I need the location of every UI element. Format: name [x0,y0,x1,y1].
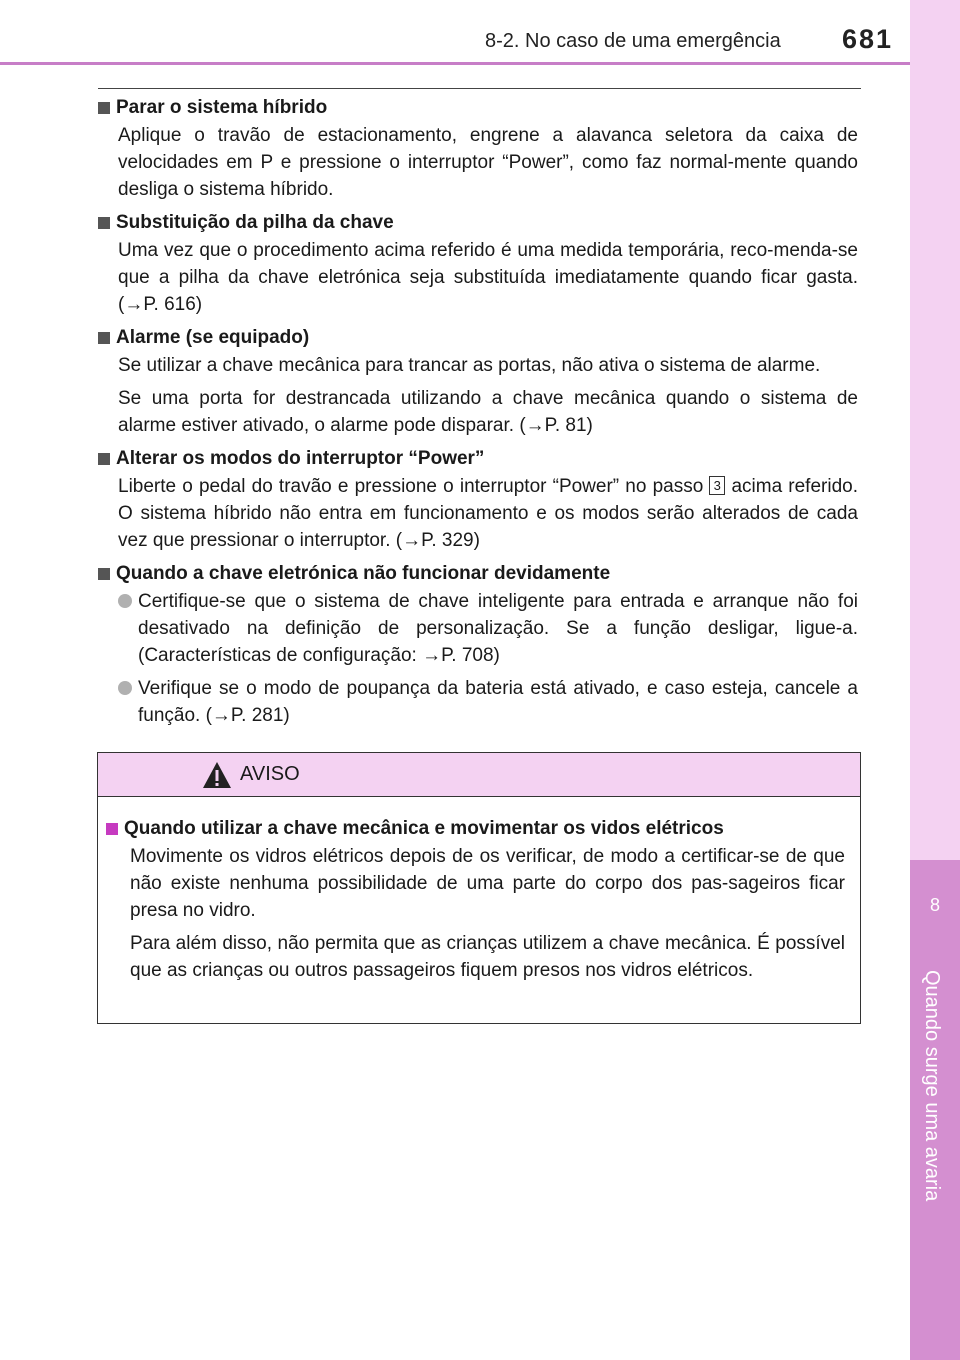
section-paragraph: Se utilizar a chave mecânica para trancar as portas, não ativa o sistema de alarme. [118,355,821,376]
section-heading: Substituição da pilha da chave [98,209,858,237]
list-item: Verifique se o modo de poupança da bateria está ativado, e caso esteja, cancele a função. (→P. 281) [118,675,858,729]
section-paragraph: Se uma porta for destrancada utilizando a chave mecânica quando o sistema de alarme estiver ativado, o alarme pode disparar. (→P. 81) [118,388,858,436]
square-bullet-icon [106,823,118,835]
section-chave [98,560,858,729]
section-paragraph [118,473,858,554]
header-divider [0,62,910,65]
section-heading: Quando a chave eletrónica não funcionar devidamente [98,560,858,588]
warning-paragraph: Movimente os vidros elétricos depois de os verificar, de modo a certificar-se de que não existe nenhuma possibilidade de uma parte do corpo dos pas-sageiros ficar presa no vidro. [130,846,845,921]
section-heading: Parar o sistema híbrido [98,94,858,122]
section-pilha [98,209,858,318]
warning-title: AVISO [240,763,300,785]
square-bullet-icon [98,217,110,229]
section-paragraph: Uma vez que o procedimento acima referido é uma medida temporária, reco-menda-se que a pilha da chave eletrónica seja substituída imediatamente quando ficar gasta. (→P. 616) [118,240,858,315]
content-divider [98,88,861,89]
section-paragraph: Aplique o travão de estacionamento, engrene a alavanca seletora da caixa de velocidades em P e pressione o interruptor “Power”, como faz normal-mente quando desliga o sistema híbrido. [118,125,858,200]
step-number-badge: 3 [709,476,725,495]
square-bullet-icon [98,102,110,114]
section-title: 8-2. No caso de uma emergência [485,30,781,52]
main-content [98,94,858,735]
paragraph-text: Liberte o pedal do travão e pressione o interruptor “Power” no passo [118,476,704,497]
page-number: 681 [842,24,894,54]
chapter-number: 8 [929,895,940,915]
circle-bullet-icon [118,594,132,608]
warning-body [98,797,860,984]
square-bullet-icon [98,332,110,344]
chapter-label: Quando surge uma avaria [921,970,943,1202]
section-heading: Alterar os modos do interruptor “Power” [98,445,858,473]
warning-heading: Quando utilizar a chave mecânica e movimentar os vidos elétricos [106,815,845,843]
square-bullet-icon [98,453,110,465]
section-heading: Alarme (se equipado) [98,324,858,352]
list-item: Certifique-se que o sistema de chave inteligente para entrada e arranque não foi desativado na definição de personalização. Se a função desligar, ligue-a. (Características de configuração: →P. 708) [118,588,858,669]
warning-triangle-icon [202,761,232,789]
warning-header [98,753,860,797]
warning-box [97,752,861,1024]
section-parar [98,94,858,203]
paragraph-text: acima referido. O sistema híbrido não entra em funcionamento e os modos serão alterados de cada vez que pressionar o interruptor. (→P. 329) [118,476,858,551]
section-alarme [98,324,858,439]
section-power [98,445,858,554]
circle-bullet-icon [118,681,132,695]
square-bullet-icon [98,568,110,580]
warning-paragraph: Para além disso, não permita que as crianças utilizem a chave mecânica. É possível que as crianças ou outros passageiros fiquem presos nos vidros elétricos. [130,933,845,981]
